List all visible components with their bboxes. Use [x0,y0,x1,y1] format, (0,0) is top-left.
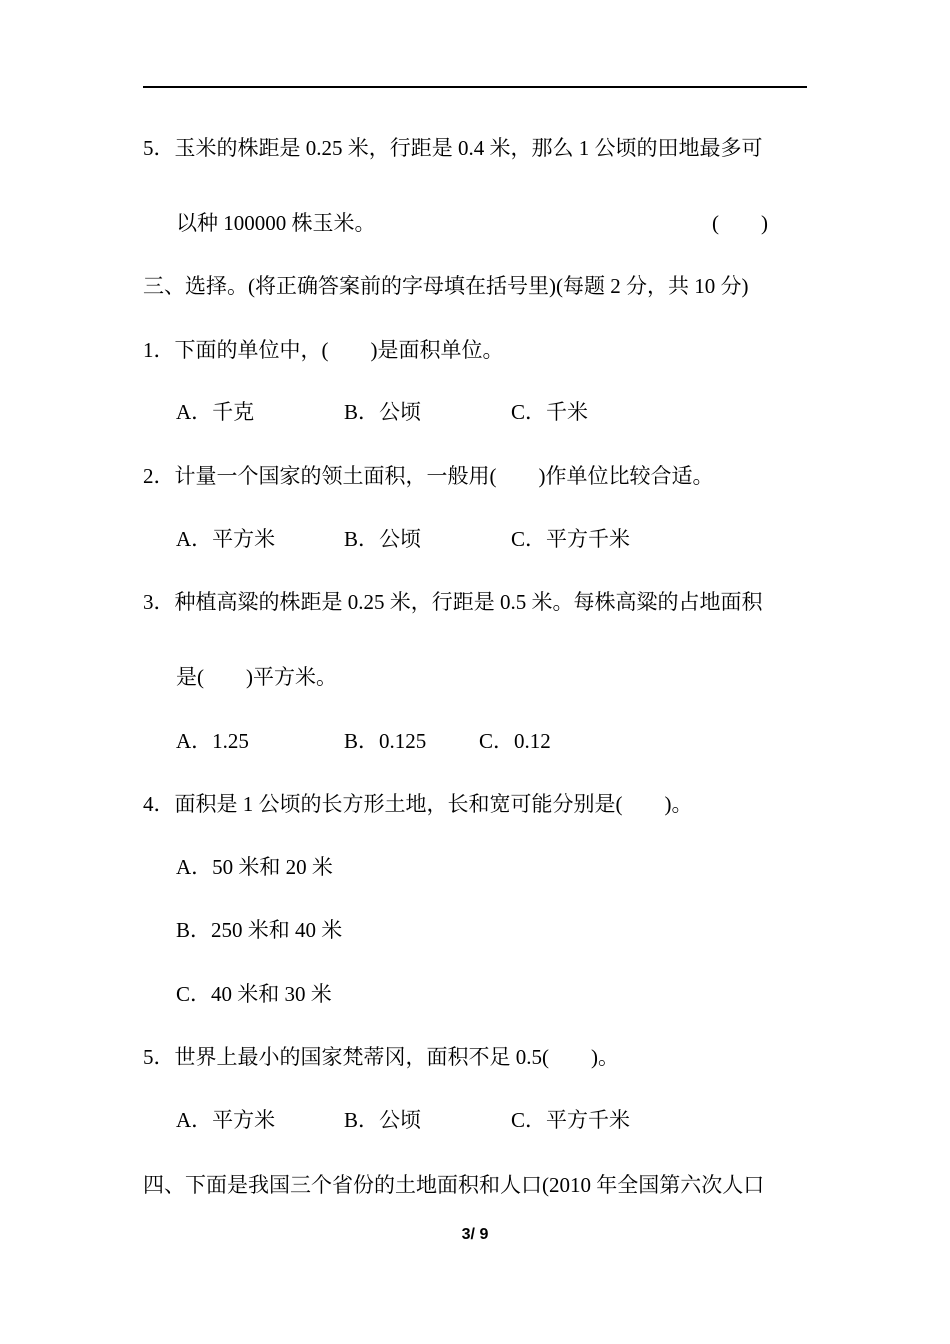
choice-q2-stem: 2．计量一个国家的领土面积，一般用( )作单位比较合适。 [143,464,714,488]
choice-q4-option-b: B．250 米和 40 米 [176,918,343,942]
choice-q3-stem-line2: 是( )平方米。 [176,665,337,689]
choice-q2-option-b: B．公顷 [344,527,422,551]
judge-q5-line1: 5．玉米的株距是 0.25 米，行距是 0.4 米，那么 1 公顷的田地最多可 [143,136,763,160]
choice-q5-stem: 5．世界上最小的国家梵蒂冈，面积不足 0.5( )。 [143,1045,619,1069]
choice-q3-option-a: A．1.25 [176,729,249,753]
judge-q5-line2: 以种 100000 株玉米。 [176,211,376,235]
choice-q3-stem-line1: 3．种植高粱的株距是 0.25 米，行距是 0.5 米。每株高粱的占地面积 [143,590,763,614]
section3-heading: 三、选择。(将正确答案前的字母填在括号里)(每题 2 分，共 10 分) [143,274,749,298]
choice-q5-option-a: A．平方米 [176,1108,276,1132]
choice-q1-stem: 1．下面的单位中，( )是面积单位。 [143,338,504,362]
judge-q5-answer-bracket: ( ) [712,211,768,235]
page-number: 3/ 9 [461,1226,489,1243]
choice-q4-stem: 4．面积是 1 公顷的长方形土地，长和宽可能分别是( )。 [143,792,693,816]
choice-q2-option-c: C．平方千米 [511,527,631,551]
choice-q4-option-a: A．50 米和 20 米 [176,855,333,879]
choice-q1-option-c: C．千米 [511,400,589,424]
header-rule [143,86,807,88]
section4-heading: 四、下面是我国三个省份的土地面积和人口(2010 年全国第六次人口 [143,1173,765,1197]
choice-q4-option-c: C．40 米和 30 米 [176,982,332,1006]
choice-q3-option-c: C．0.12 [479,729,551,753]
choice-q1-option-a: A．千克 [176,400,255,424]
choice-q5-option-c: C．平方千米 [511,1108,631,1132]
choice-q1-option-b: B．公顷 [344,400,422,424]
choice-q2-option-a: A．平方米 [176,527,276,551]
choice-q5-option-b: B．公顷 [344,1108,422,1132]
choice-q3-option-b: B．0.125 [344,729,427,753]
